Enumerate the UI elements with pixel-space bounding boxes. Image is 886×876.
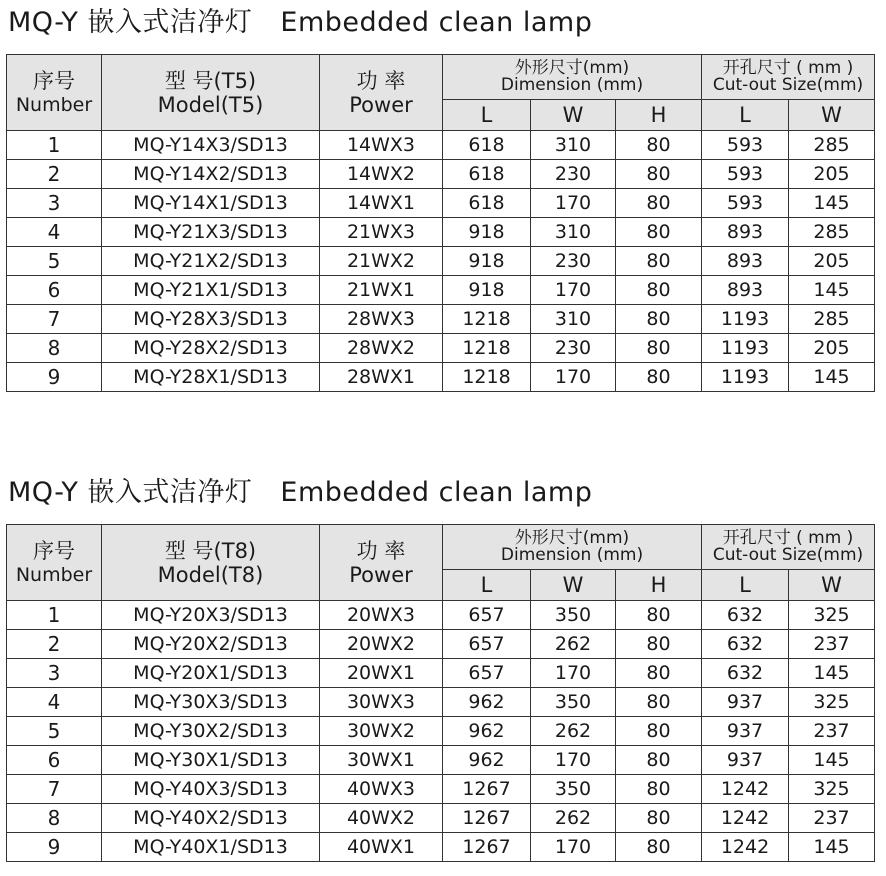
cell-dim-l: 918	[443, 276, 531, 305]
cell-dim-h: 80	[616, 363, 702, 392]
table-row	[7, 630, 875, 659]
table-row	[7, 160, 875, 189]
cell-power: 30WX1	[320, 746, 443, 775]
cell-dim-w: 170	[531, 746, 616, 775]
cell-number: 3	[7, 659, 102, 688]
cell-cut-w: 285	[789, 131, 875, 160]
cell-power: 14WX3	[320, 131, 443, 160]
table-row	[7, 717, 875, 746]
cell-dim-h: 80	[616, 630, 702, 659]
header-model: 型 号(T8) Model(T8)	[102, 525, 320, 601]
cell-dim-l: 1267	[443, 804, 531, 833]
header-number: 序号 Number	[7, 525, 102, 601]
cell-dim-w: 170	[531, 363, 616, 392]
header-dim-w: W	[531, 570, 616, 601]
cell-dim-l: 657	[443, 630, 531, 659]
cell-dim-l: 657	[443, 601, 531, 630]
title-en: Embedded clean lamp	[280, 7, 593, 38]
cell-dim-w: 170	[531, 659, 616, 688]
cell-dim-w: 350	[531, 775, 616, 804]
section-t5	[6, 4, 874, 392]
cell-cut-l: 893	[702, 276, 789, 305]
cell-power: 21WX3	[320, 218, 443, 247]
table-row	[7, 363, 875, 392]
cell-dim-w: 170	[531, 276, 616, 305]
cell-dim-l: 962	[443, 688, 531, 717]
cell-number: 2	[7, 160, 102, 189]
cell-dim-h: 80	[616, 746, 702, 775]
cell-cut-l: 632	[702, 659, 789, 688]
cell-number: 7	[7, 305, 102, 334]
header-dim-l: L	[443, 570, 531, 601]
cell-dim-h: 80	[616, 833, 702, 862]
cell-dim-l: 1218	[443, 334, 531, 363]
cell-dim-h: 80	[616, 659, 702, 688]
cell-power: 40WX1	[320, 833, 443, 862]
cell-model: MQ-Y21X1/SD13	[102, 276, 320, 305]
cell-number: 8	[7, 804, 102, 833]
header-cutout: 开孔尺寸 ( mm ) Cut-out Size(mm)	[702, 55, 875, 100]
cell-dim-l: 618	[443, 160, 531, 189]
cell-dim-h: 80	[616, 305, 702, 334]
cell-number: 6	[7, 276, 102, 305]
cell-number: 4	[7, 218, 102, 247]
cell-model: MQ-Y14X3/SD13	[102, 131, 320, 160]
cell-power: 28WX3	[320, 305, 443, 334]
cell-cut-l: 1242	[702, 804, 789, 833]
cell-dim-w: 350	[531, 688, 616, 717]
cell-dim-l: 1267	[443, 775, 531, 804]
cell-cut-w: 145	[789, 746, 875, 775]
cell-dim-h: 80	[616, 131, 702, 160]
cell-number: 5	[7, 717, 102, 746]
table-body	[7, 131, 875, 392]
cell-power: 40WX2	[320, 804, 443, 833]
table-row	[7, 189, 875, 218]
cell-number: 6	[7, 746, 102, 775]
table-row	[7, 688, 875, 717]
cell-model: MQ-Y20X1/SD13	[102, 659, 320, 688]
cell-dim-l: 1218	[443, 305, 531, 334]
cell-dim-h: 80	[616, 160, 702, 189]
header-dimension: 外形尺寸(mm) Dimension (mm)	[443, 525, 702, 570]
cell-dim-w: 170	[531, 833, 616, 862]
header-number: 序号 Number	[7, 55, 102, 131]
cell-number: 1	[7, 131, 102, 160]
cell-cut-l: 1193	[702, 305, 789, 334]
cell-model: MQ-Y30X1/SD13	[102, 746, 320, 775]
cell-model: MQ-Y20X2/SD13	[102, 630, 320, 659]
cell-power: 20WX2	[320, 630, 443, 659]
cell-cut-w: 145	[789, 833, 875, 862]
cell-cut-l: 593	[702, 160, 789, 189]
title-en: Embedded clean lamp	[280, 477, 593, 508]
cell-dim-l: 918	[443, 218, 531, 247]
title-cn: MQ-Y 嵌入式洁净灯	[8, 477, 253, 508]
header-cut-l: L	[702, 100, 789, 131]
cell-model: MQ-Y21X3/SD13	[102, 218, 320, 247]
cell-cut-w: 205	[789, 334, 875, 363]
table-row	[7, 247, 875, 276]
cell-cut-l: 632	[702, 630, 789, 659]
header-power: 功 率 Power	[320, 525, 443, 601]
spec-table-t8	[6, 524, 875, 862]
cell-power: 14WX1	[320, 189, 443, 218]
table-row	[7, 305, 875, 334]
cell-dim-h: 80	[616, 334, 702, 363]
table-row	[7, 833, 875, 862]
cell-dim-w: 310	[531, 305, 616, 334]
header-power: 功 率 Power	[320, 55, 443, 131]
cell-power: 20WX3	[320, 601, 443, 630]
cell-dim-l: 962	[443, 717, 531, 746]
cell-number: 4	[7, 688, 102, 717]
cell-dim-w: 230	[531, 160, 616, 189]
cell-cut-l: 893	[702, 218, 789, 247]
cell-cut-l: 593	[702, 189, 789, 218]
cell-model: MQ-Y40X2/SD13	[102, 804, 320, 833]
cell-model: MQ-Y28X2/SD13	[102, 334, 320, 363]
table-row	[7, 218, 875, 247]
cell-dim-l: 918	[443, 247, 531, 276]
cell-dim-h: 80	[616, 189, 702, 218]
section-title	[6, 474, 874, 512]
cell-cut-l: 1193	[702, 334, 789, 363]
section-t8	[6, 474, 874, 862]
cell-cut-l: 893	[702, 247, 789, 276]
cell-dim-l: 1267	[443, 833, 531, 862]
cell-cut-w: 145	[789, 659, 875, 688]
title-cn: MQ-Y 嵌入式洁净灯	[8, 7, 253, 38]
cell-model: MQ-Y30X2/SD13	[102, 717, 320, 746]
cell-number: 2	[7, 630, 102, 659]
cell-dim-h: 80	[616, 218, 702, 247]
cell-dim-l: 962	[443, 746, 531, 775]
cell-cut-l: 593	[702, 131, 789, 160]
cell-cut-l: 1242	[702, 833, 789, 862]
table-row	[7, 775, 875, 804]
cell-power: 30WX3	[320, 688, 443, 717]
table-row	[7, 131, 875, 160]
cell-dim-l: 618	[443, 131, 531, 160]
cell-model: MQ-Y40X3/SD13	[102, 775, 320, 804]
cell-number: 7	[7, 775, 102, 804]
cell-dim-h: 80	[616, 717, 702, 746]
cell-cut-w: 285	[789, 305, 875, 334]
cell-dim-h: 80	[616, 688, 702, 717]
header-cut-l: L	[702, 570, 789, 601]
header-model: 型 号(T5) Model(T5)	[102, 55, 320, 131]
cell-dim-w: 230	[531, 334, 616, 363]
cell-dim-w: 310	[531, 131, 616, 160]
table-body	[7, 601, 875, 862]
cell-power: 28WX1	[320, 363, 443, 392]
cell-dim-h: 80	[616, 601, 702, 630]
cell-model: MQ-Y28X3/SD13	[102, 305, 320, 334]
cell-cut-w: 285	[789, 218, 875, 247]
cell-dim-l: 1218	[443, 363, 531, 392]
cell-dim-w: 262	[531, 717, 616, 746]
cell-cut-l: 937	[702, 688, 789, 717]
table-row	[7, 601, 875, 630]
spec-table-t5	[6, 54, 875, 392]
cell-model: MQ-Y28X1/SD13	[102, 363, 320, 392]
cell-dim-w: 350	[531, 601, 616, 630]
cell-cut-w: 325	[789, 601, 875, 630]
header-dim-h: H	[616, 100, 702, 131]
cell-model: MQ-Y20X3/SD13	[102, 601, 320, 630]
header-cut-w: W	[789, 100, 875, 131]
header-dim-h: H	[616, 570, 702, 601]
header-dimension: 外形尺寸(mm) Dimension (mm)	[443, 55, 702, 100]
cell-power: 21WX2	[320, 247, 443, 276]
table-row	[7, 276, 875, 305]
cell-number: 8	[7, 334, 102, 363]
cell-cut-l: 937	[702, 717, 789, 746]
cell-dim-h: 80	[616, 247, 702, 276]
table-row	[7, 746, 875, 775]
cell-cut-w: 325	[789, 775, 875, 804]
cell-power: 30WX2	[320, 717, 443, 746]
cell-model: MQ-Y30X3/SD13	[102, 688, 320, 717]
cell-power: 21WX1	[320, 276, 443, 305]
cell-dim-h: 80	[616, 775, 702, 804]
cell-power: 28WX2	[320, 334, 443, 363]
cell-power: 20WX1	[320, 659, 443, 688]
cell-power: 40WX3	[320, 775, 443, 804]
cell-cut-l: 1242	[702, 775, 789, 804]
cell-cut-l: 632	[702, 601, 789, 630]
header-cutout: 开孔尺寸 ( mm ) Cut-out Size(mm)	[702, 525, 875, 570]
cell-dim-h: 80	[616, 276, 702, 305]
cell-number: 1	[7, 601, 102, 630]
header-dim-w: W	[531, 100, 616, 131]
cell-number: 9	[7, 833, 102, 862]
cell-cut-l: 1193	[702, 363, 789, 392]
cell-power: 14WX2	[320, 160, 443, 189]
cell-cut-w: 205	[789, 160, 875, 189]
cell-dim-w: 262	[531, 630, 616, 659]
cell-cut-w: 325	[789, 688, 875, 717]
table-row	[7, 804, 875, 833]
header-dim-l: L	[443, 100, 531, 131]
cell-cut-w: 237	[789, 630, 875, 659]
cell-model: MQ-Y14X1/SD13	[102, 189, 320, 218]
cell-dim-w: 310	[531, 218, 616, 247]
header-cut-w: W	[789, 570, 875, 601]
cell-cut-w: 145	[789, 189, 875, 218]
cell-number: 9	[7, 363, 102, 392]
cell-cut-w: 237	[789, 804, 875, 833]
cell-model: MQ-Y14X2/SD13	[102, 160, 320, 189]
cell-dim-l: 618	[443, 189, 531, 218]
cell-dim-l: 657	[443, 659, 531, 688]
table-row	[7, 659, 875, 688]
table-row	[7, 334, 875, 363]
cell-number: 3	[7, 189, 102, 218]
cell-cut-w: 205	[789, 247, 875, 276]
cell-model: MQ-Y21X2/SD13	[102, 247, 320, 276]
cell-dim-h: 80	[616, 804, 702, 833]
cell-model: MQ-Y40X1/SD13	[102, 833, 320, 862]
cell-cut-w: 145	[789, 363, 875, 392]
cell-cut-l: 937	[702, 746, 789, 775]
section-title	[6, 4, 874, 42]
cell-number: 5	[7, 247, 102, 276]
cell-cut-w: 237	[789, 717, 875, 746]
cell-dim-w: 262	[531, 804, 616, 833]
cell-dim-w: 170	[531, 189, 616, 218]
cell-cut-w: 145	[789, 276, 875, 305]
cell-dim-w: 230	[531, 247, 616, 276]
